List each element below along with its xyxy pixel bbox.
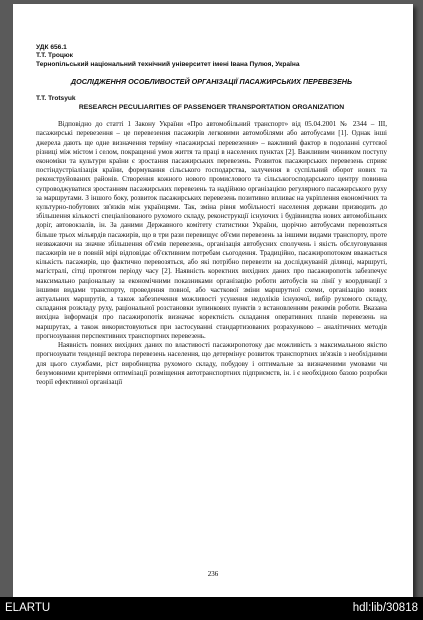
author-en: T.T. Trotsyuk (36, 95, 76, 103)
repository-name: ELARTU (5, 602, 51, 614)
paragraph: Наявність повних вихідних даних по властивості пасажиропотоку дає можливість з максимальною якістю прогнозувати тенденції вектора перевезень населення, що детермінує розвиток транспортних зв'язків з необхідними для цього службами, ріст виробництва рухомого складу, побудову і оптимальне за визначеними умовами чи безумовними критеріями оптимізації розміщення автотранспортних підприємств, ін. і є необхідною базою розробки теорії ефективної організації (36, 341, 387, 386)
udc-code: УДК 656.1 (36, 44, 67, 51)
author-ua: Т.Т. Троцюк (36, 52, 73, 60)
paragraph: Відповідно до статті 1 Закону України «Про автомобільний транспорт» від 05.04.2001 № 2344 – III, пасажирські перевезення – це перевезення пасажирів легковими автомобілями або автобусами [1]. Однак інші джерела дають ще одне визначення терміну «пасажирські перевезення» – важливий фактор в подоланні суттєвої різниці між містом і селом, покращенні умов життя та праці в населених пунктах [2]. Важливим чинником поступу економіки та культури країни є зростання пасажирських перевезень. Розвиток пасажирських перевезень сприяє постіндустріалізація країни, формування сільського господарства, залучення в суспільний оборот нових та реконструйованих районів. Створення кожного нового промислового та сільськогосподарського центру повинна супроводжуватися зростанням пасажирських перевезень та надійною організацією регулярного пасажирського руху за маршрутами. З іншого боку, розвиток пасажирських перевезень позитивно впливає на укріплення економічних та культурно-побутових зв'язків між українцями. Так, зміна рівня мобільності населення держави призводить до збільшення кількості спеціалізованого рухомого складу, реконструкції існуючих і будівництва нових автомобільних доріг, автовокзалів, ін. За даними Державного комітету статистики України, щорічно автобусами перевозяться більше трьох мільярдів пасажирів, що в три рази перевищує об'єми перевезень за іншими видами транспорту, проте незважаючи на значне збільшення об'ємів перевезень, організація автобусних сполучень і якість обслуговування пасажирів не в повній мірі відповідає об'єктивним потребам сьогодення. Традиційно, пасажиропотоком вважається кількість пасажирів, що фактично перевозяться, або які потрібно перевезти на досліджуваній ділянці, маршруті, магістралі, сітці протягом періоду часу [2]. Наявність коректних вихідних даних про пасажиропотік забезпечує максимально раціональну за економічними показниками організацію роботи автобусів на лінії у координації з іншими видами транспорту, проведення повної, або часткової зміни маршрутної схеми, організацію нових актуальних маршрутів, а також забезпечення можливості усунення недоліків існуючої, вибір рухомого складу, складання розкладу руху, раціональної розстановки зупинкових пунктів з встановленням режимів роботи. Вказана вихідна інформація про пасажиропотік визначає коректність складання оперативних планів перевезень на маршрутах, а також використовуються при застосуванні стандартизованих розрахунково – аналітичних методів прогнозування перспективних транспортних перевезень. (36, 120, 387, 340)
repository-footer (0, 597, 423, 620)
document-page (13, 4, 413, 597)
title-ua: ДОСЛІДЖЕННЯ ОСОБЛИВОСТЕЙ ОРГАНІЗАЦІЇ ПАСАЖИРСЬКИХ ПЕРЕВЕЗЕНЬ (70, 77, 353, 87)
affiliation: Тернопільський національний технічний університет імені Івана Пулюя, Україна (36, 60, 300, 68)
page-number: 236 (207, 570, 219, 578)
page-content (36, 44, 387, 387)
handle-id: hdl:lib/30818 (352, 602, 418, 614)
title-en: RESEARCH PECULIARITIES OF PASSENGER TRANSPORTATION ORGANIZATION (78, 103, 345, 111)
article-body (36, 120, 387, 387)
